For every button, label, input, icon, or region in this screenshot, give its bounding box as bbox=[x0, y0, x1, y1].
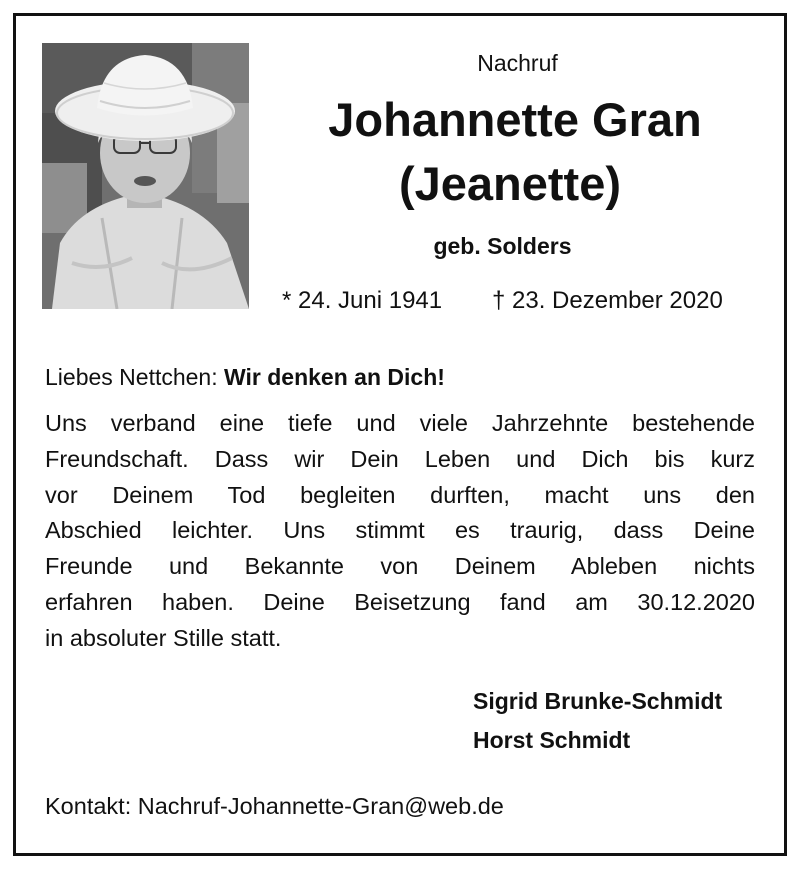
deceased-name: Johannette Gran bbox=[328, 93, 702, 146]
signatory-2: Horst Schmidt bbox=[473, 727, 631, 753]
greeting bbox=[45, 364, 445, 391]
message-line: Abschied leichter. Uns stimmt es traurig, dass Deine bbox=[45, 517, 755, 544]
message-line: Uns verband eine tiefe und viele Jahrzehnte bestehende bbox=[45, 410, 755, 436]
message-line: in absoluter Stille statt. bbox=[45, 624, 282, 651]
birth-date: * 24. Juni 1941 bbox=[282, 287, 443, 314]
headline: Nachruf bbox=[477, 50, 558, 76]
greeting-prefix: Liebes Nettchen: bbox=[45, 364, 225, 390]
contact-line: Kontakt: Nachruf-Johannette-Gran@web.de bbox=[45, 793, 504, 819]
death-date: † 23. Dezember 2020 bbox=[492, 287, 723, 314]
deceased-nickname: (Jeanette) bbox=[398, 157, 621, 210]
message-line: vor Deinem Tod begleiten durften, macht uns den bbox=[45, 481, 755, 508]
message-line: erfahren haben. Deine Beisetzung fand am 30.12.2020 bbox=[45, 588, 755, 615]
message-line: Freundschaft. Dass wir Dein Leben und Dich bis kurz bbox=[45, 445, 755, 472]
message-line: Freunde und Bekannte von Deinem Ableben nichts bbox=[45, 553, 755, 580]
birth-name: geb. Solders bbox=[433, 233, 572, 259]
message-body bbox=[45, 406, 755, 657]
greeting-emphasis: Wir denken an Dich! bbox=[224, 364, 445, 390]
signatory-1: Sigrid Brunke-Schmidt bbox=[473, 688, 723, 714]
